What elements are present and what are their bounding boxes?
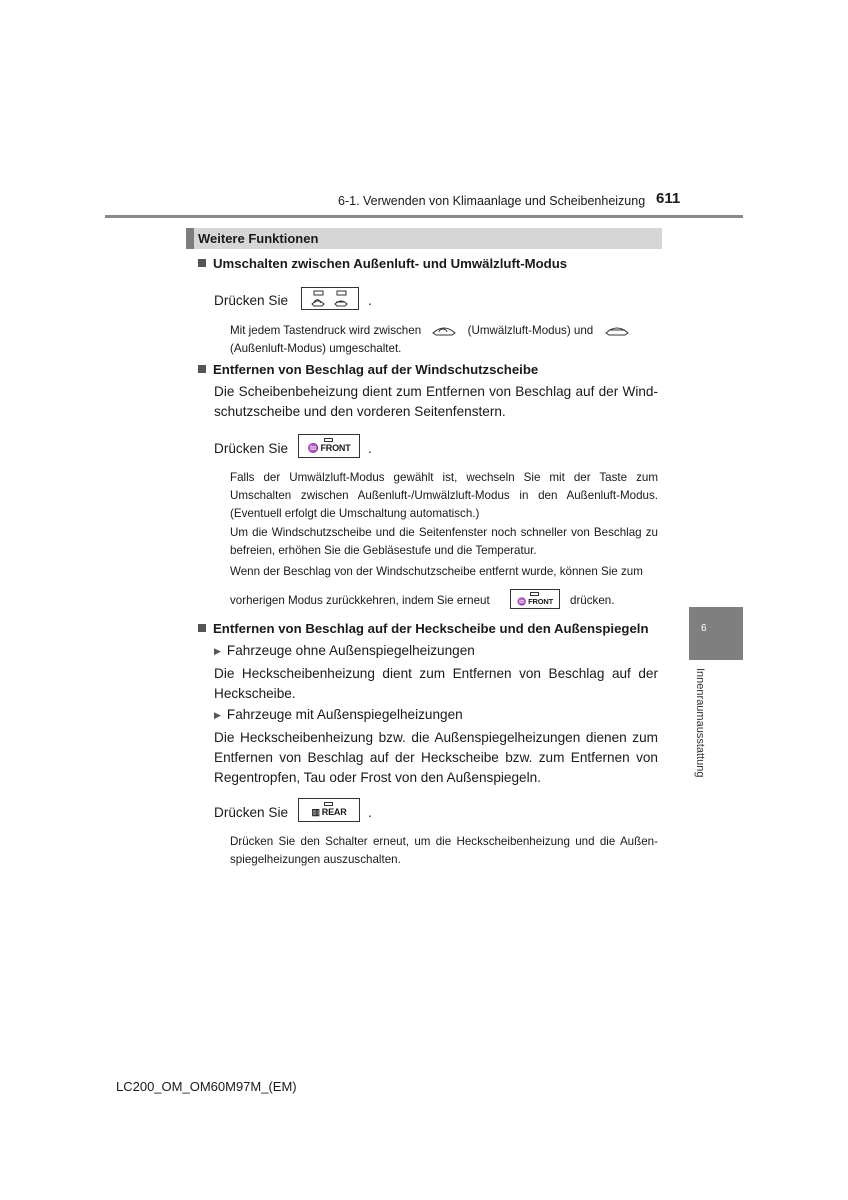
header-rule	[105, 215, 743, 218]
front-defroster-button-image: ♒ FRONT	[298, 434, 360, 458]
chapter-title: 6-1. Verwenden von Klimaanlage und Scheibenheizung	[338, 194, 646, 208]
page-number: 611	[656, 190, 681, 207]
triangle-bullet-icon: ▶	[214, 710, 221, 720]
windshield-defrost-icon: ♒	[307, 443, 319, 453]
rear-defogger-button-image: ▥ REAR	[298, 798, 360, 822]
body-rear-1: Die Heckscheibenheizung dient zum Entfernen von Beschlag auf der Heckscheibe.	[214, 666, 658, 701]
heading-rear: Entfernen von Beschlag auf der Heckscheibe und den Außenspiegeln	[198, 621, 649, 636]
recirculation-button-image	[301, 287, 359, 310]
bullet-square-icon	[198, 624, 206, 632]
chapter-tab-label: Innenraumausstattung	[694, 668, 706, 778]
note-windshield-2: Um die Windschutzscheibe und die Seitenfenster noch schneller von Beschlag zu befreien, erhöhen Sie die Gebläsestufe und die Temperatur.	[230, 526, 658, 557]
note-rear: Drücken Sie den Schalter erneut, um die Heckscheibenheizung und die Außenspiegelheizungen auszuschalten.	[230, 835, 658, 866]
subheading-without-mirror-heaters: ▶ Fahrzeuge ohne Außenspiegelheizungen	[214, 643, 475, 658]
outside-air-icon	[603, 322, 631, 336]
heading-recirculation: Umschalten zwischen Außenluft- und Umwälzluft-Modus	[198, 256, 567, 271]
body-rear-2: Die Heckscheibenheizung bzw. die Außenspiegelheizungen dienen zum Entfernen von Beschlag auf der Heckscheibe bzw. zum Entfernen von Regentropfen, Tau oder Frost von den Außenspiegeln.	[214, 730, 658, 785]
chapter-tab: 6	[689, 607, 743, 660]
note-windshield-4b: drücken.	[570, 594, 615, 607]
note-windshield-1: Falls der Umwälzluft-Modus gewählt ist, wechseln Sie mit der Taste zum Umschalten zwischen Außenluft-/Umwälzluft-Modus in den Außenluft-Modus. (Eventuell erfolgt die Umschaltung automatisch.)	[230, 471, 658, 520]
subheading-with-mirror-heaters: ▶ Fahrzeuge mit Außenspiegelheizungen	[214, 707, 463, 722]
recirculation-icon	[430, 322, 458, 336]
front-defroster-button-inline: ♒ FRONT	[510, 589, 560, 609]
press-label-front: Drücken Sie	[214, 441, 289, 456]
triangle-bullet-icon: ▶	[214, 646, 221, 656]
note-windshield-4a: vorherigen Modus zurückkehren, indem Sie erneut	[230, 594, 490, 607]
body-windshield: Die Scheibenbeheizung dient zum Entfernen von Beschlag auf der Windschutzscheibe und den vorderen Seitenfenstern.	[214, 384, 658, 419]
section-bar	[186, 228, 662, 249]
section-title: Weitere Funktionen	[198, 231, 319, 246]
heading-windshield: Entfernen von Beschlag auf der Windschutzscheibe	[198, 362, 538, 377]
air-mode-buttons-icon	[302, 288, 360, 311]
rear-defog-icon: ▥	[311, 807, 320, 817]
bullet-square-icon	[198, 259, 206, 267]
press-label-rear: Drücken Sie	[214, 805, 289, 820]
note-recirc: Mit jedem Tastendruck wird zwischen (Umwälzluft-Modus) und (Außenluft-Modus) umgeschaltet.	[230, 322, 658, 358]
press-label-recirc: Drücken Sie	[214, 293, 289, 308]
note-windshield-3: Wenn der Beschlag von der Windschutzscheibe entfernt wurde, können Sie zum	[230, 565, 643, 578]
bullet-square-icon	[198, 365, 206, 373]
footer-code: LC200_OM_OM60M97M_(EM)	[116, 1079, 297, 1094]
